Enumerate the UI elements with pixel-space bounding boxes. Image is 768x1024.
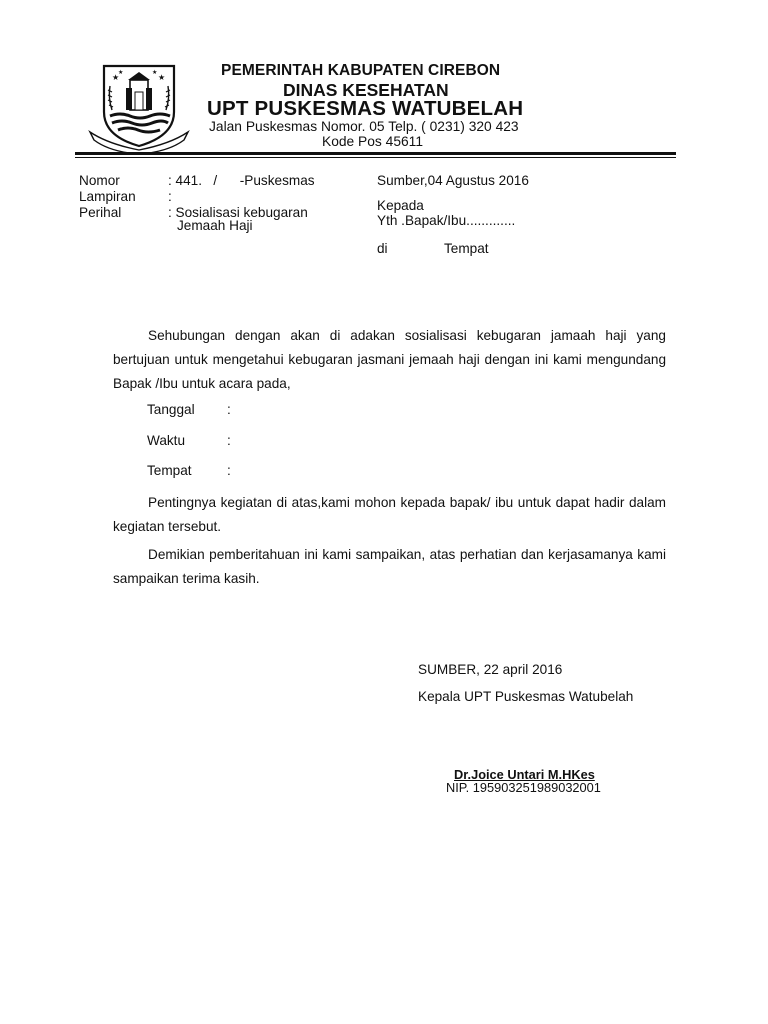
letterhead-divider-thin bbox=[75, 157, 676, 158]
svg-text:★: ★ bbox=[152, 69, 158, 76]
paragraph-opening bbox=[113, 324, 666, 396]
paragraph-closing bbox=[113, 543, 666, 591]
field-tempat-label: Tempat bbox=[147, 463, 192, 478]
signatory-name: Dr.Joice Untari M.HKes bbox=[454, 767, 595, 782]
lampiran-label: Lampiran bbox=[79, 189, 136, 204]
field-tanggal-label: Tanggal bbox=[147, 402, 195, 417]
kepada-label: Kepada bbox=[377, 198, 424, 213]
perihal-value-line1: : Sosialisasi kebugaran bbox=[168, 205, 308, 220]
svg-text:★: ★ bbox=[158, 73, 166, 82]
nomor-value: : 441. / -Puskesmas bbox=[168, 173, 315, 188]
kabupaten-cirebon-emblem-icon bbox=[88, 58, 190, 154]
svg-text:★: ★ bbox=[118, 69, 124, 76]
paragraph-closing-text: Demikian pemberitahuan ini kami sampaikan, atas perhatian dan kerjasamanya kami sampaikan terima kasih. bbox=[113, 547, 666, 586]
di-label: di bbox=[377, 241, 388, 256]
paragraph-importance-text: Pentingnya kegiatan di atas,kami mohon kepada bapak/ ibu untuk dapat hadir dalam kegiatan tersebut. bbox=[113, 495, 666, 534]
perihal-value-line2: Jemaah Haji bbox=[177, 218, 253, 233]
letterhead-postal-code: Kode Pos 45611 bbox=[322, 134, 424, 149]
letterhead-institution: UPT PUSKESMAS WATUBELAH bbox=[207, 97, 524, 120]
signatory-nip: NIP. 195903251989032001 bbox=[446, 780, 601, 795]
lampiran-value: : bbox=[168, 189, 172, 204]
field-tanggal-colon: : bbox=[227, 402, 231, 417]
svg-text:★: ★ bbox=[112, 73, 120, 82]
signature-position: Kepala UPT Puskesmas Watubelah bbox=[418, 689, 634, 704]
perihal-label: Perihal bbox=[79, 205, 122, 220]
paragraph-importance bbox=[113, 491, 666, 539]
letterhead-address: Jalan Puskesmas Nomor. 05 Telp. ( 0231) 320 423 bbox=[209, 119, 519, 134]
signature-place-date: SUMBER, 22 april 2016 bbox=[418, 662, 563, 677]
letterhead-department: DINAS KESEHATAN bbox=[283, 80, 449, 100]
nomor-label: Nomor bbox=[79, 173, 120, 188]
field-waktu-label: Waktu bbox=[147, 433, 186, 448]
letter-date: Sumber,04 Agustus 2016 bbox=[377, 173, 529, 188]
letterhead-divider-thick bbox=[75, 152, 676, 155]
field-waktu-colon: : bbox=[227, 433, 231, 448]
field-tempat-colon: : bbox=[227, 463, 231, 478]
letterhead-government: PEMERINTAH KABUPATEN CIREBON bbox=[221, 62, 501, 79]
recipient: Yth .Bapak/Ibu............. bbox=[377, 213, 516, 228]
tempat-label: Tempat bbox=[444, 241, 489, 256]
paragraph-opening-text: Sehubungan dengan akan di adakan sosialisasi kebugaran jamaah haji yang bertujuan untuk mengetahui kebugaran jasmani jemaah haji dengan ini kami mengundang Bapak /Ibu untuk acara pada, bbox=[113, 328, 666, 391]
